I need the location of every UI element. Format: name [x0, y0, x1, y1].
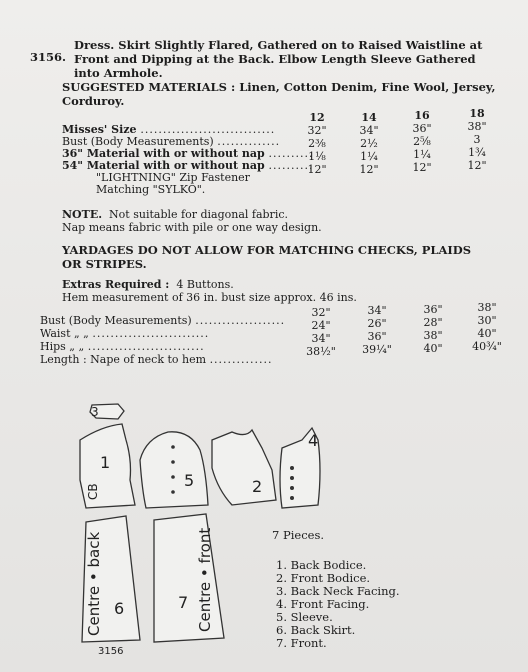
row-label: Bust (Body Measurements) .............. [62, 135, 281, 148]
table-cell: 12" [412, 161, 432, 174]
centre-back-label: Centre • back [85, 531, 103, 636]
table-cell: 1⅛ [308, 150, 326, 163]
table-cell: 2⅝ [413, 135, 431, 148]
table-cell: 30" [477, 314, 497, 327]
row-label: Waist „ „ .......................... [40, 327, 210, 340]
table-cell: 32" [307, 124, 327, 137]
piece-list-item: 5. Sleeve. [276, 610, 333, 624]
front-facing-piece [280, 428, 320, 508]
table-cell: 2½ [360, 137, 378, 150]
table-cell: 34" [359, 124, 379, 137]
yardage-warning-2: OR STRIPES. [62, 257, 147, 271]
table-cell: 24" [311, 319, 331, 332]
piece-label-2: 2 [252, 477, 263, 496]
table-cell: 12" [467, 159, 487, 172]
row-label: "LIGHTNING" Zip Fastener [96, 171, 250, 184]
table-cell: 12" [359, 163, 379, 176]
materials-line-2: Corduroy. [62, 94, 125, 108]
table-cell: 39¼" [362, 343, 392, 356]
centre-back-mark: CB [86, 483, 100, 500]
row-label: 54" Material with or without nap .......... [62, 159, 314, 172]
piece-list-item: 1. Back Bodice. [276, 558, 367, 572]
table-cell: 40" [423, 342, 443, 355]
piece-list-item: 6. Back Skirt. [276, 623, 356, 637]
table-cell: 34" [367, 304, 387, 317]
piece-list-item: 3. Back Neck Facing. [276, 584, 400, 598]
row-label: Hips „ „ .......................... [40, 340, 205, 353]
row-label: Length : Nape of neck to hem .............. [40, 353, 273, 366]
size-header: 14 [361, 111, 377, 124]
table-cell: 1¼ [413, 148, 431, 161]
size-header: 16 [414, 109, 430, 122]
pattern-number: 3156. [30, 50, 67, 64]
description-line-1: Dress. Skirt Slightly Flared, Gathered on to Raised Waistline at [74, 38, 483, 52]
back-skirt-piece [82, 516, 140, 642]
centre-front-label: Centre • front [196, 527, 214, 632]
table-cell: 3 [473, 133, 481, 146]
table-cell: 1¼ [360, 150, 378, 163]
piece-label-7: 7 [178, 593, 189, 612]
pieces-count: 7 Pieces. [272, 528, 324, 542]
table-cell: 40¾" [472, 340, 502, 353]
front-skirt-piece [154, 514, 224, 642]
table-cell: 38" [477, 301, 497, 314]
piece-list-item: 7. Front. [276, 636, 327, 650]
table-cell: 32" [311, 306, 331, 319]
back-bodice-piece [80, 424, 135, 508]
table-cell: 36" [367, 330, 387, 343]
piece-label-3: 3 [91, 405, 99, 419]
hem-line: Hem measurement of 36 in. bust size approx. 46 ins. [62, 291, 357, 304]
piece-label-5: 5 [184, 471, 195, 490]
row-label: Bust (Body Measurements) .................... [40, 314, 286, 327]
size-header: 12 [309, 111, 325, 124]
piece-list-item: 2. Front Bodice. [276, 571, 371, 585]
piece-label-1: 1 [100, 453, 111, 472]
note-line-1: NOTE. Not suitable for diagonal fabric. [62, 208, 288, 221]
table-cell: 1¾ [468, 146, 486, 159]
table-cell: 34" [311, 332, 331, 345]
pattern-number-footer: 3156 [98, 646, 124, 657]
description-line-2: Front and Dipping at the Back. Elbow Length Sleeve Gathered [74, 52, 476, 66]
row-label: Matching "SYLKO". [96, 183, 206, 196]
table-cell: 38½" [306, 345, 336, 358]
yardage-warning-1: YARDAGES DO NOT ALLOW FOR MATCHING CHECKS, PLAIDS [62, 243, 472, 257]
row-label: Misses' Size .............................. [62, 123, 276, 136]
table-cell: 26" [367, 317, 387, 330]
piece-label-6: 6 [114, 599, 125, 618]
sleeve-piece [140, 432, 208, 508]
table-cell: 36" [423, 303, 443, 316]
note-line-2: Nap means fabric with pile or one way design. [62, 221, 322, 234]
extras-line: Extras Required : 4 Buttons. [62, 278, 234, 291]
description-line-3: into Armhole. [74, 66, 163, 80]
size-header: 18 [469, 107, 485, 120]
table-cell: 12" [307, 163, 327, 176]
row-label: 36" Material with or without nap .......... [62, 147, 314, 160]
table-cell: 38" [423, 329, 443, 342]
back-neck-facing-piece [90, 404, 124, 419]
piece-label-4: 4 [308, 431, 319, 450]
materials-line-1: SUGGESTED MATERIALS : Linen, Cotton Denim, Fine Wool, Jersey, [62, 80, 496, 94]
front-bodice-piece [212, 430, 276, 505]
table-cell: 2⅜ [308, 137, 326, 150]
table-cell: 40" [477, 327, 497, 340]
piece-list-item: 4. Front Facing. [276, 597, 370, 611]
table-cell: 38" [467, 120, 487, 133]
table-cell: 28" [423, 316, 443, 329]
table-cell: 36" [412, 122, 432, 135]
